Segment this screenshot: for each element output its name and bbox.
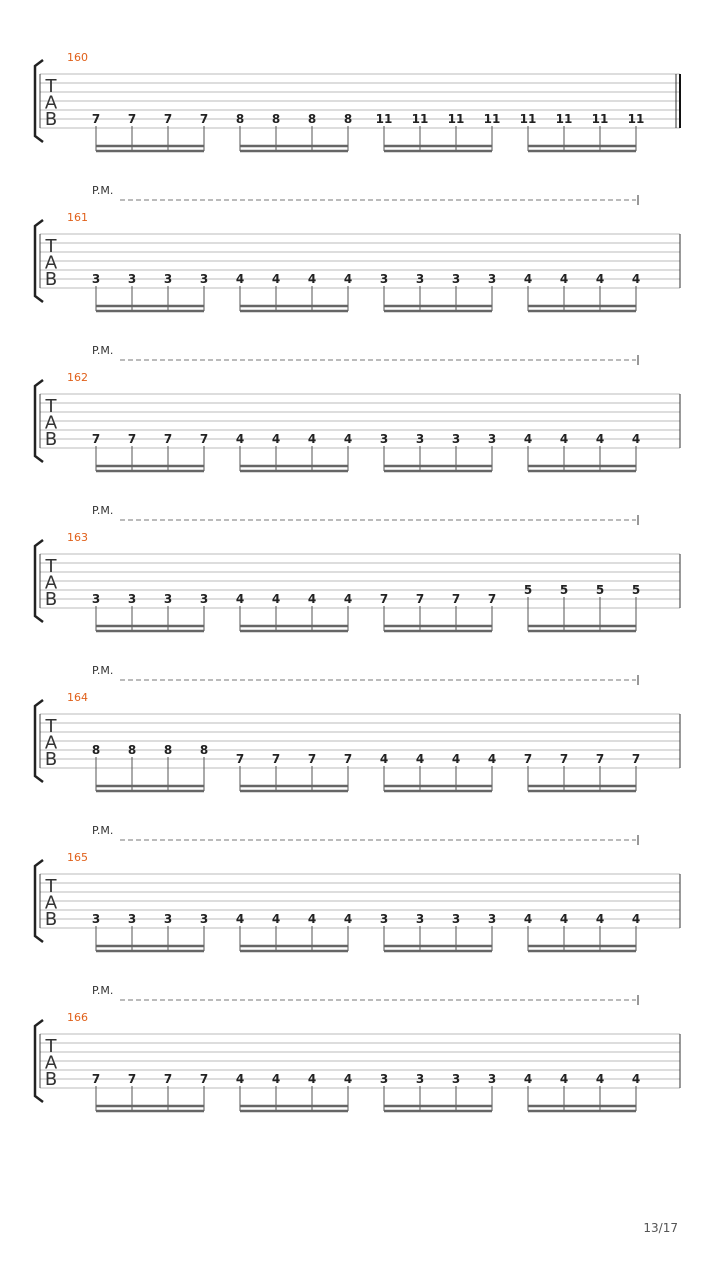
fret-number: 4 — [523, 432, 533, 446]
pm-label: P.M. — [92, 344, 114, 357]
fret-number: 3 — [451, 272, 461, 286]
fret-number: 3 — [163, 592, 173, 606]
fret-number: 11 — [483, 112, 501, 126]
fret-number: 4 — [523, 912, 533, 926]
tab-clef-letter: A — [44, 1052, 58, 1074]
fret-number: 11 — [375, 112, 393, 126]
pm-label: P.M. — [92, 664, 114, 677]
fret-number: 7 — [163, 1072, 173, 1086]
fret-number: 7 — [523, 752, 533, 766]
fret-number: 4 — [307, 1072, 317, 1086]
fret-number: 7 — [379, 592, 389, 606]
tab-clef-letter: T — [45, 716, 57, 737]
fret-number: 4 — [343, 592, 353, 606]
fret-number: 4 — [595, 432, 605, 446]
fret-number: 4 — [523, 272, 533, 286]
fret-number: 3 — [487, 912, 497, 926]
fret-number: 3 — [91, 272, 101, 286]
tab-clef-letter: T — [45, 236, 57, 257]
fret-number: 3 — [199, 592, 209, 606]
fret-number: 7 — [199, 1072, 209, 1086]
measure-number: 166 — [67, 1011, 88, 1024]
fret-number: 8 — [127, 743, 137, 757]
fret-number: 3 — [127, 272, 137, 286]
tab-clef-letter: B — [44, 269, 58, 290]
fret-number: 4 — [595, 912, 605, 926]
fret-number: 4 — [271, 1072, 281, 1086]
fret-number: 7 — [199, 112, 209, 126]
measure-number: 165 — [67, 851, 88, 864]
fret-number: 11 — [627, 112, 645, 126]
page-number: 13/17 — [643, 1221, 678, 1235]
fret-number: 11 — [447, 112, 465, 126]
fret-number: 7 — [415, 592, 425, 606]
fret-number: 4 — [631, 432, 641, 446]
fret-number: 4 — [343, 272, 353, 286]
fret-number: 7 — [343, 752, 353, 766]
fret-number: 7 — [127, 112, 137, 126]
fret-number: 3 — [415, 1072, 425, 1086]
pm-label: P.M. — [92, 984, 114, 997]
fret-number: 8 — [163, 743, 173, 757]
fret-number: 8 — [235, 112, 245, 126]
tab-clef-letter: A — [44, 92, 58, 114]
fret-number: 4 — [235, 912, 245, 926]
fret-number: 11 — [411, 112, 429, 126]
fret-number: 4 — [307, 432, 317, 446]
fret-number: 4 — [343, 432, 353, 446]
fret-number: 3 — [91, 592, 101, 606]
fret-number: 4 — [631, 1072, 641, 1086]
fret-number: 3 — [379, 1072, 389, 1086]
fret-number: 4 — [271, 592, 281, 606]
fret-number: 4 — [235, 592, 245, 606]
fret-number: 4 — [271, 432, 281, 446]
fret-number: 3 — [451, 1072, 461, 1086]
fret-number: 4 — [631, 912, 641, 926]
pm-label: P.M. — [92, 504, 114, 517]
fret-number: 7 — [307, 752, 317, 766]
fret-number: 4 — [307, 912, 317, 926]
fret-number: 7 — [199, 432, 209, 446]
fret-number: 4 — [595, 272, 605, 286]
fret-number: 3 — [199, 272, 209, 286]
fret-number: 8 — [271, 112, 281, 126]
fret-number: 3 — [415, 432, 425, 446]
fret-number: 7 — [91, 1072, 101, 1086]
fret-number: 4 — [271, 272, 281, 286]
fret-number: 4 — [235, 272, 245, 286]
fret-number: 11 — [519, 112, 537, 126]
fret-number: 7 — [631, 752, 641, 766]
fret-number: 3 — [487, 432, 497, 446]
fret-number: 11 — [555, 112, 573, 126]
fret-number: 7 — [559, 752, 569, 766]
fret-number: 8 — [343, 112, 353, 126]
fret-number: 4 — [307, 272, 317, 286]
fret-number: 7 — [595, 752, 605, 766]
fret-number: 5 — [559, 583, 569, 597]
fret-number: 3 — [487, 272, 497, 286]
fret-number: 4 — [559, 912, 569, 926]
tab-clef-letter: A — [44, 252, 58, 274]
tab-clef-letter: A — [44, 412, 58, 434]
measure-number: 164 — [67, 691, 88, 704]
fret-number: 4 — [595, 1072, 605, 1086]
measure-number: 162 — [67, 371, 88, 384]
tab-clef-letter: B — [44, 1069, 58, 1090]
fret-number: 3 — [415, 912, 425, 926]
fret-number: 4 — [523, 1072, 533, 1086]
fret-number: 3 — [199, 912, 209, 926]
fret-number: 3 — [415, 272, 425, 286]
fret-number: 5 — [631, 583, 641, 597]
tab-clef-letter: T — [45, 876, 57, 897]
fret-number: 4 — [559, 1072, 569, 1086]
fret-number: 4 — [343, 912, 353, 926]
fret-number: 3 — [451, 432, 461, 446]
fret-number: 3 — [127, 592, 137, 606]
fret-number: 7 — [163, 432, 173, 446]
fret-number: 11 — [591, 112, 609, 126]
tab-clef-letter: A — [44, 732, 58, 754]
measure-number: 163 — [67, 531, 88, 544]
fret-number: 7 — [91, 112, 101, 126]
fret-number: 3 — [379, 432, 389, 446]
fret-number: 5 — [595, 583, 605, 597]
fret-number: 8 — [307, 112, 317, 126]
fret-number: 4 — [235, 432, 245, 446]
fret-number: 5 — [523, 583, 533, 597]
tab-clef-letter: B — [44, 909, 58, 930]
fret-number: 7 — [487, 592, 497, 606]
tab-clef-letter: A — [44, 892, 58, 914]
fret-number: 4 — [343, 1072, 353, 1086]
fret-number: 8 — [199, 743, 209, 757]
fret-number: 4 — [271, 912, 281, 926]
fret-number: 3 — [451, 912, 461, 926]
tab-clef-letter: T — [45, 1036, 57, 1057]
fret-number: 7 — [163, 112, 173, 126]
tab-clef-letter: B — [44, 429, 58, 450]
tab-clef-letter: B — [44, 109, 58, 130]
fret-number: 3 — [91, 912, 101, 926]
fret-number: 7 — [235, 752, 245, 766]
fret-number: 4 — [559, 272, 569, 286]
fret-number: 4 — [379, 752, 389, 766]
tab-clef-letter: T — [45, 76, 57, 97]
tab-clef-letter: B — [44, 589, 58, 610]
fret-number: 4 — [235, 1072, 245, 1086]
fret-number: 7 — [451, 592, 461, 606]
fret-number: 7 — [127, 432, 137, 446]
fret-number: 3 — [379, 912, 389, 926]
fret-number: 4 — [307, 592, 317, 606]
measure-number: 161 — [67, 211, 88, 224]
fret-number: 3 — [379, 272, 389, 286]
fret-number: 3 — [127, 912, 137, 926]
fret-number: 3 — [163, 912, 173, 926]
fret-number: 4 — [559, 432, 569, 446]
tab-clef-letter: T — [45, 556, 57, 577]
fret-number: 3 — [163, 272, 173, 286]
fret-number: 7 — [91, 432, 101, 446]
measure-number: 160 — [67, 51, 88, 64]
fret-number: 4 — [631, 272, 641, 286]
fret-number: 4 — [487, 752, 497, 766]
fret-number: 4 — [415, 752, 425, 766]
tab-clef-letter: T — [45, 396, 57, 417]
fret-number: 7 — [271, 752, 281, 766]
pm-label: P.M. — [92, 824, 114, 837]
tab-clef-letter: A — [44, 572, 58, 594]
fret-number: 3 — [487, 1072, 497, 1086]
fret-number: 4 — [451, 752, 461, 766]
tab-clef-letter: B — [44, 749, 58, 770]
fret-number: 7 — [127, 1072, 137, 1086]
fret-number: 8 — [91, 743, 101, 757]
pm-label: P.M. — [92, 184, 114, 197]
